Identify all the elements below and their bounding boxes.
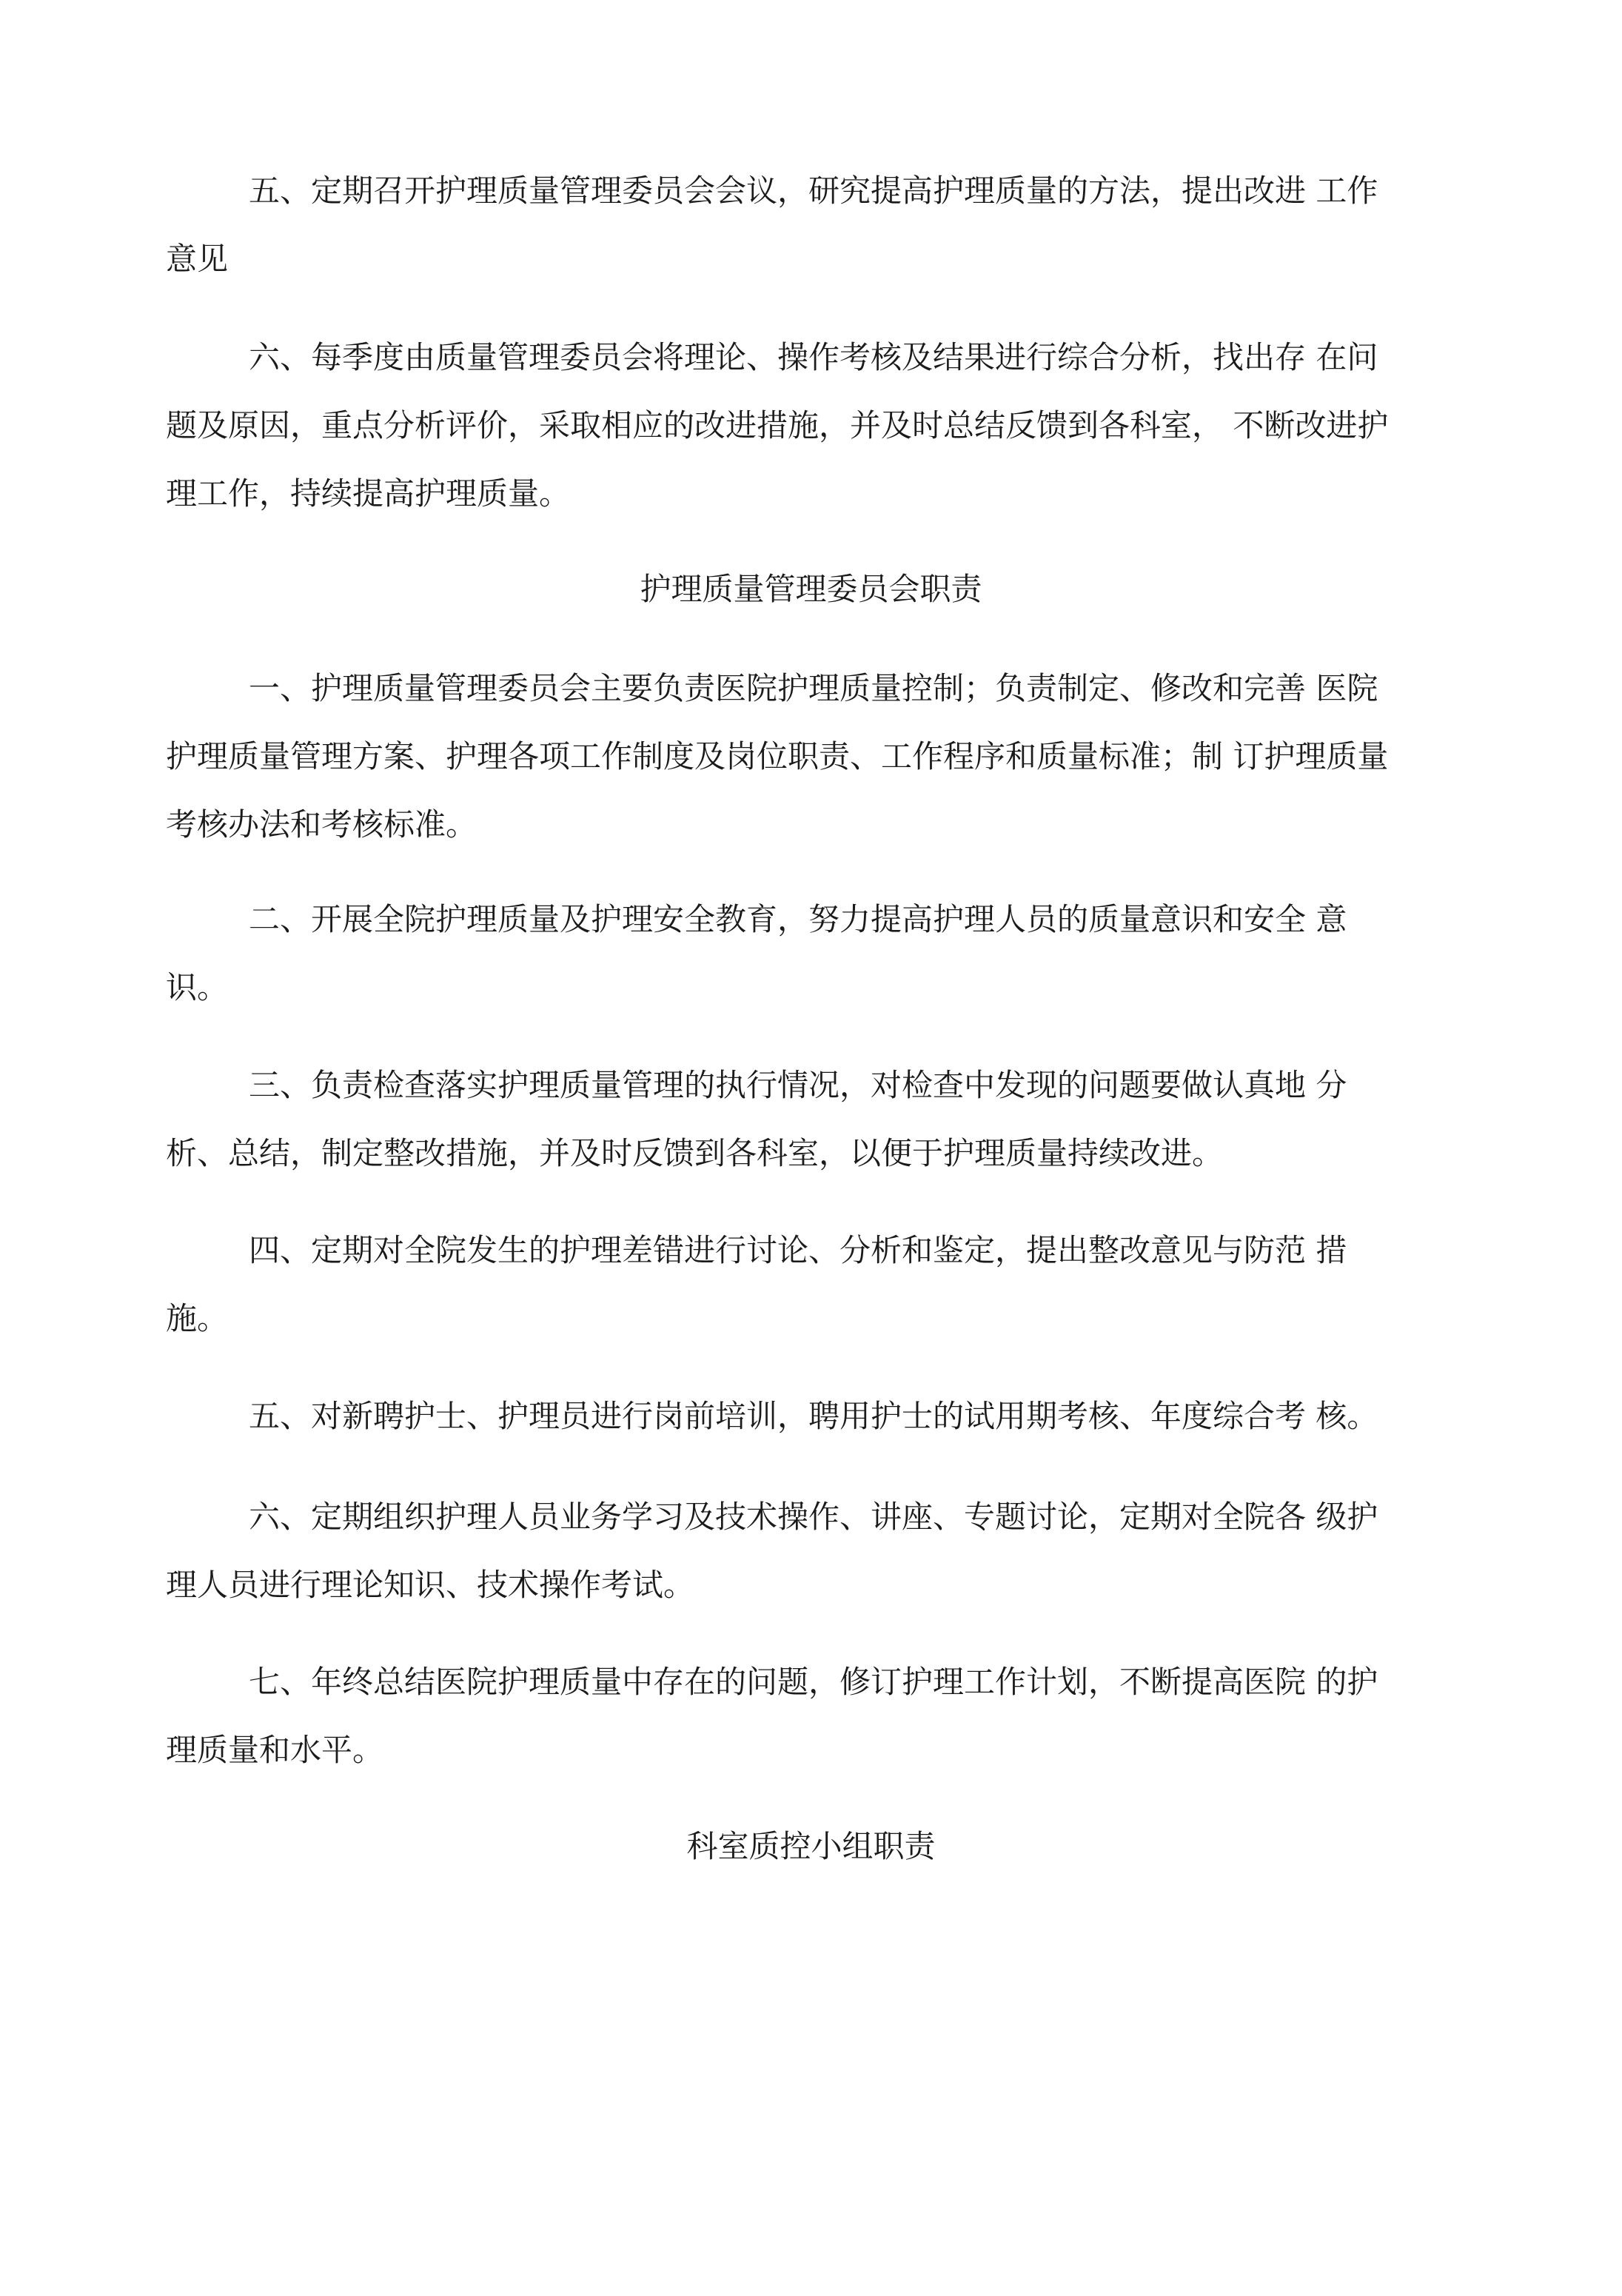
paragraph-item-6 — [166, 1483, 1454, 1619]
paragraph-item-3 — [166, 1051, 1454, 1188]
paragraph-line: 识。 — [166, 969, 229, 1005]
paragraph-item-6 — [166, 324, 1454, 528]
paragraph-line: 意见 — [166, 241, 229, 277]
paragraph-line: 理质量和水平。 — [166, 1732, 384, 1768]
paragraph-line: 五、定期召开护理质量管理委员会会议，研究提高护理质量的方法，提出改进 工作 — [249, 173, 1378, 209]
paragraph-line: 六、每季度由质量管理委员会将理论、操作考核及结果进行综合分析，找出存 在问 — [249, 339, 1378, 375]
paragraph-item-4 — [166, 1216, 1454, 1353]
paragraph-item-1 — [166, 655, 1454, 859]
paragraph-line: 护理质量管理方案、护理各项工作制度及岗位职责、工作程序和质量标准；制 订护理质量 — [166, 738, 1389, 774]
paragraph-line: 析、总结，制定整改措施，并及时反馈到各科室，以便于护理质量持续改进。 — [166, 1135, 1224, 1171]
paragraph-line: 施。 — [166, 1300, 229, 1336]
paragraph-item-5 — [166, 1382, 1454, 1450]
paragraph-line: 题及原因，重点分析评价，采取相应的改进措施，并及时总结反馈到各科室， 不断改进护 — [166, 407, 1389, 444]
paragraph-line: 二、开展全院护理质量及护理安全教育，努力提高护理人员的质量意识和安全 意 — [249, 901, 1347, 937]
paragraph-line: 考核办法和考核标准。 — [166, 806, 477, 843]
section-heading: 护理质量管理委员会职责 — [640, 571, 982, 607]
paragraph-item-5 — [166, 157, 1454, 293]
paragraph-item-7 — [166, 1648, 1454, 1784]
paragraph-line: 一、护理质量管理委员会主要负责医院护理质量控制；负责制定、修改和完善 医院 — [249, 670, 1378, 706]
paragraph-line: 七、年终总结医院护理质量中存在的问题，修订护理工作计划，不断提高医院 的护 — [249, 1664, 1378, 1700]
section-heading: 科室质控小组职责 — [686, 1828, 936, 1864]
paragraph-line: 理工作，持续提高护理质量。 — [166, 475, 571, 512]
paragraph-line: 三、负责检查落实护理质量管理的执行情况，对检查中发现的问题要做认真地 分 — [249, 1067, 1347, 1103]
paragraph-line: 六、定期组织护理人员业务学习及技术操作、讲座、专题讨论，定期对全院各 级护 — [249, 1499, 1378, 1535]
paragraph-line: 五、对新聘护士、护理员进行岗前培训，聘用护士的试用期考核、年度综合考 核。 — [249, 1398, 1378, 1434]
paragraph-item-2 — [166, 886, 1454, 1022]
paragraph-line: 四、定期对全院发生的护理差错进行讨论、分析和鉴定，提出整改意见与防范 措 — [249, 1232, 1347, 1268]
paragraph-line: 理人员进行理论知识、技术操作考试。 — [166, 1567, 695, 1603]
